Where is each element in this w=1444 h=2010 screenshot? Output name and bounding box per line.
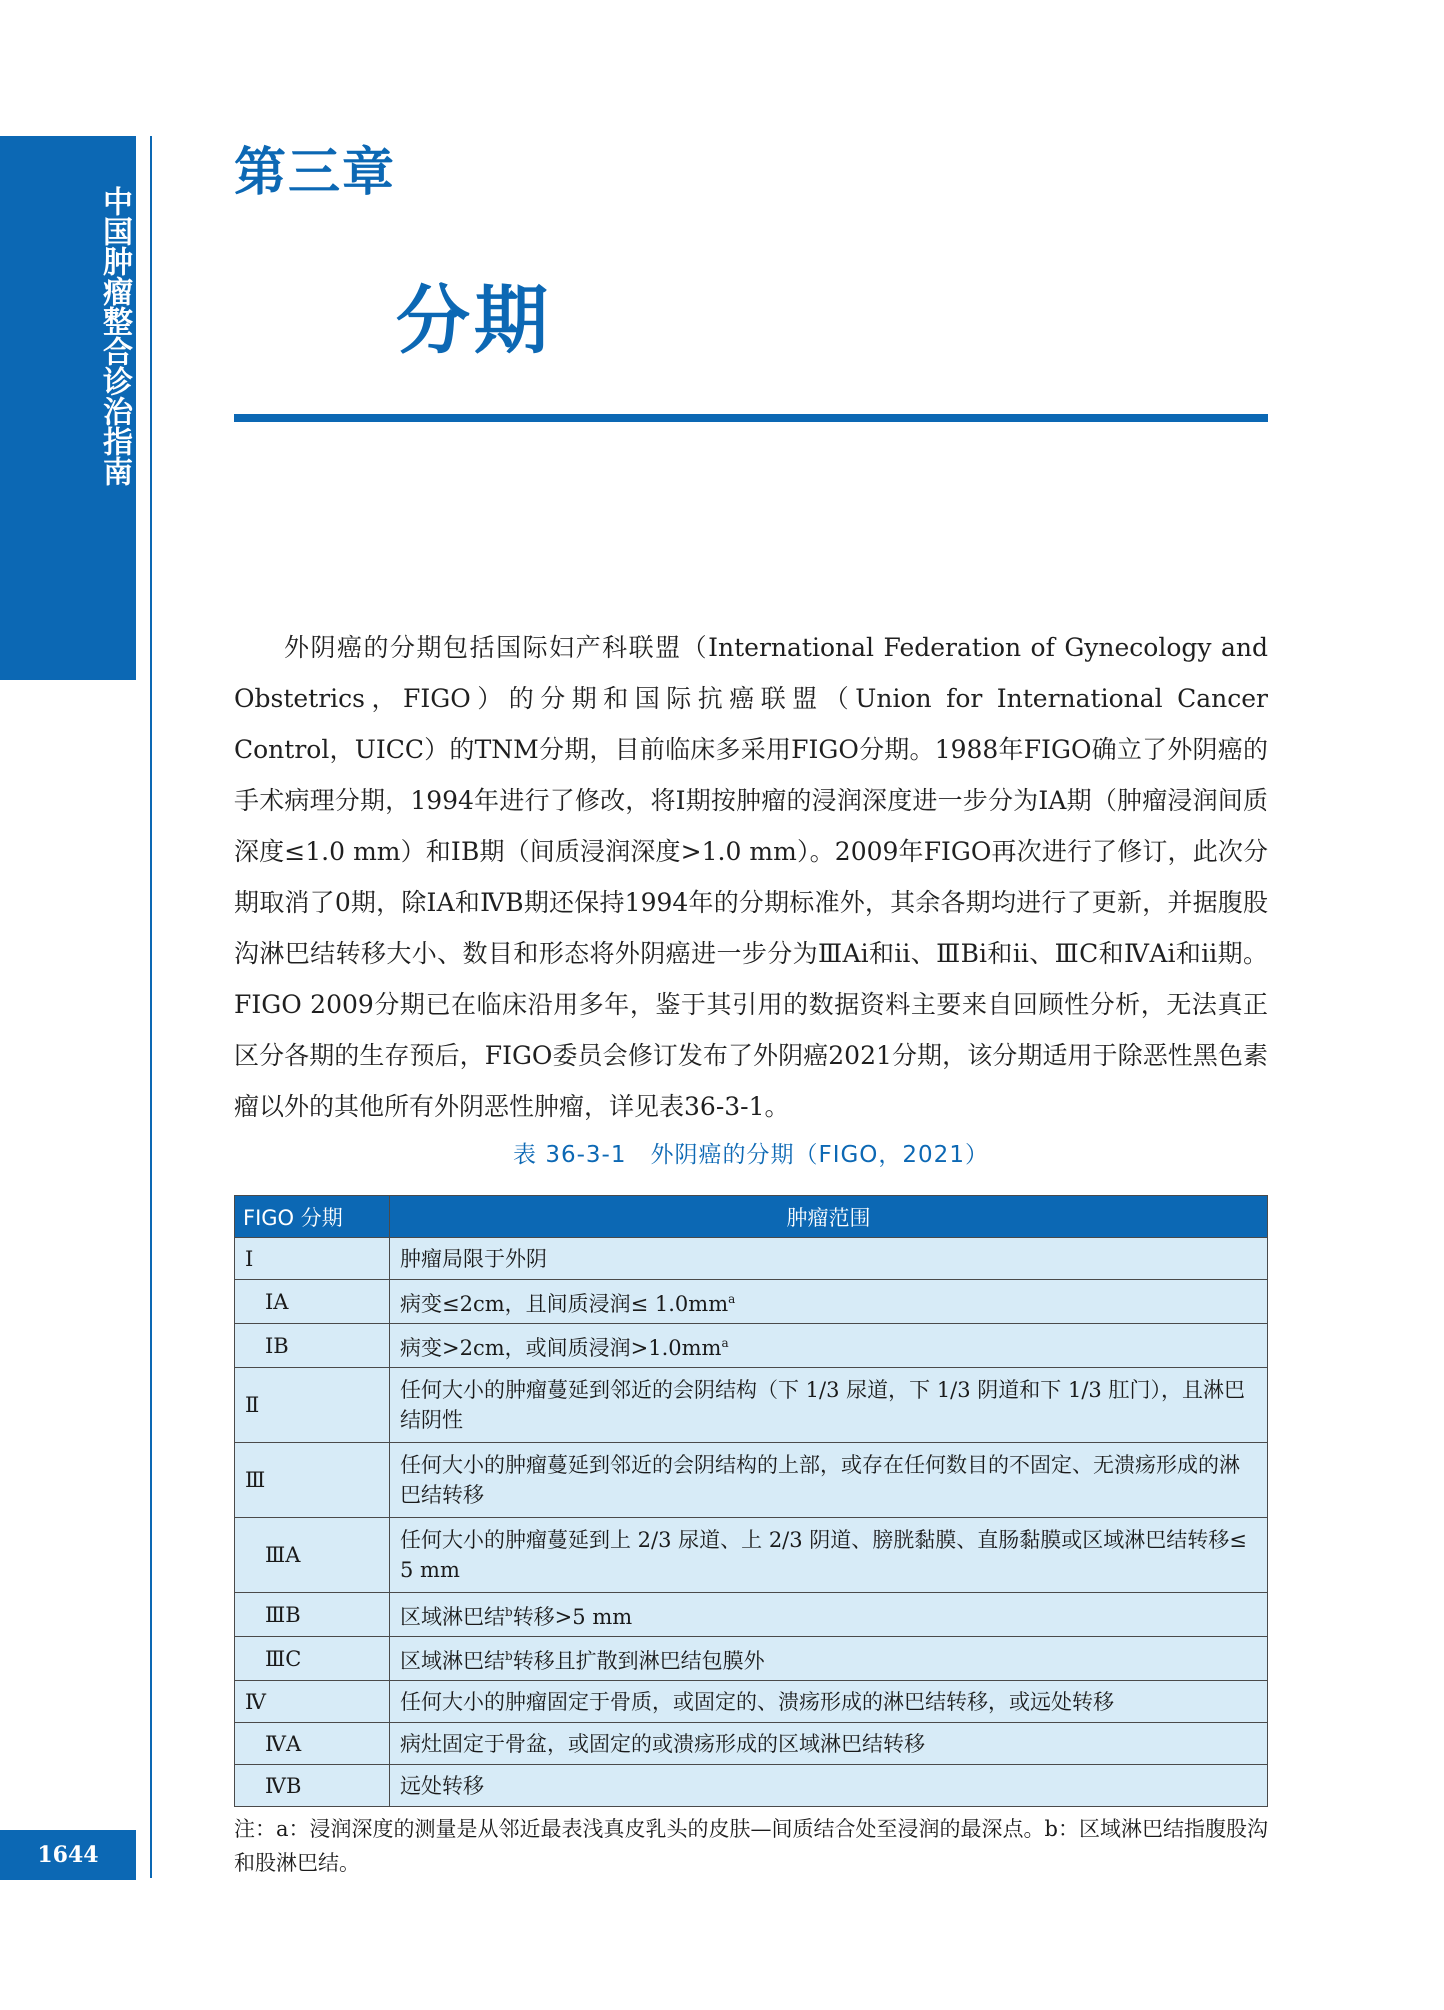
table-row — [235, 1280, 1268, 1324]
table-caption: 表 36-3-1 外阴癌的分期（FIGO，2021） — [513, 1142, 989, 1168]
stage-cell: Ⅳ — [235, 1681, 390, 1723]
range-text-post: 转移且扩散到淋巴结包膜外 — [512, 1649, 765, 1673]
body-paragraph: 外阴癌的分期包括国际妇产科联盟（International Federation of Gynecology and Obstetrics，FIGO）的分期和国际抗癌联盟（Union for International Cancer Control，UICC）的TNM分期，目前临床多采用FIGO分期。1988年FIGO确立了外阴癌的手术病理分期，1994年进行了修改，将Ⅰ期按肿瘤的浸润深度进一步分为ⅠA期（肿瘤浸润间质深度≤1.0 mm）和ⅠB期（间质浸润深度>1.0 mm）。2009年FIGO再次进行了修订，此次分期取消了0期，除ⅠA和ⅣB期还保持1994年的分期标准外，其余各期均进行了更新，并据腹股沟淋巴结转移大小、数目和形态将外阴癌进一步分为ⅢAi和ⅱ、ⅢBi和ⅱ、ⅢC和ⅣAi和ⅱ期。FIGO 2009分期已在临床沿用多年，鉴于其引用的数据资料主要来自回顾性分析，无法真正区分各期的生存预后，FIGO委员会修订发布了外阴癌2021分期，该分期适用于除恶性黑色素瘤以外的其他所有外阴恶性肿瘤，详见表36-3-1。 — [234, 633, 1268, 1121]
table-header-row — [235, 1196, 1268, 1238]
staging-table — [234, 1195, 1268, 1807]
stage-cell: Ⅰ — [235, 1238, 390, 1280]
book-title: 中国肿瘤整合诊治指南 — [97, 186, 132, 486]
table-row — [235, 1238, 1268, 1280]
header-stage: FIGO 分期 — [235, 1196, 390, 1238]
table-row — [235, 1681, 1268, 1723]
footnote-mark: b — [505, 1605, 513, 1619]
range-cell: 病灶固定于骨盆，或固定的或溃疡形成的区域淋巴结转移 — [390, 1723, 1268, 1765]
page-number: 1644 — [37, 1842, 99, 1868]
range-text: 病变>2cm，或间质浸润>1.0mm — [400, 1336, 722, 1360]
margin-rule — [150, 136, 152, 1878]
stage-cell: ⅢB — [235, 1593, 390, 1637]
range-text-post: 转移>5 mm — [512, 1605, 633, 1629]
stage-cell: Ⅲ — [235, 1443, 390, 1518]
range-cell — [390, 1280, 1268, 1324]
range-cell — [390, 1637, 1268, 1681]
range-cell — [390, 1324, 1268, 1368]
table-row — [235, 1723, 1268, 1765]
range-cell: 肿瘤局限于外阴 — [390, 1238, 1268, 1280]
range-cell: 任何大小的肿瘤蔓延到邻近的会阴结构的上部，或存在任何数目的不固定、无溃疡形成的淋巴结转移 — [390, 1443, 1268, 1518]
stage-cell: ⅢA — [235, 1518, 390, 1593]
header-range: 肿瘤范围 — [390, 1196, 1268, 1238]
range-cell: 远处转移 — [390, 1765, 1268, 1807]
range-cell: 任何大小的肿瘤固定于骨质，或固定的、溃疡形成的淋巴结转移，或远处转移 — [390, 1681, 1268, 1723]
stage-cell: Ⅱ — [235, 1368, 390, 1443]
range-cell: 任何大小的肿瘤蔓延到上 2/3 尿道、上 2/3 阴道、膀胱黏膜、直肠黏膜或区域淋巴结转移≤ 5 mm — [390, 1518, 1268, 1593]
table-row — [235, 1324, 1268, 1368]
section-title: 分期 — [396, 278, 552, 364]
table-footnote: 注：a：浸润深度的测量是从邻近最表浅真皮乳头的皮肤—间质结合处至浸润的最深点。b：区域淋巴结指腹股沟和股淋巴结。 — [234, 1817, 1268, 1875]
stage-cell: ⅠB — [235, 1324, 390, 1368]
footnote-mark: a — [721, 1336, 729, 1350]
stage-cell: ⅠA — [235, 1280, 390, 1324]
range-text-pre: 区域淋巴结 — [400, 1649, 505, 1673]
table-row — [235, 1518, 1268, 1593]
table-row — [235, 1368, 1268, 1443]
table-row — [235, 1765, 1268, 1807]
range-text: 病变≤2cm，且间质浸润≤ 1.0mm — [400, 1292, 729, 1316]
chapter-heading: 第三章 — [234, 142, 397, 203]
title-rule — [234, 414, 1268, 422]
range-cell — [390, 1593, 1268, 1637]
stage-cell: ⅢC — [235, 1637, 390, 1681]
footnote-mark: a — [728, 1292, 736, 1306]
footnote-mark: b — [505, 1649, 513, 1663]
range-text-pre: 区域淋巴结 — [400, 1605, 505, 1629]
stage-cell: ⅣA — [235, 1723, 390, 1765]
range-cell: 任何大小的肿瘤蔓延到邻近的会阴结构（下 1/3 尿道，下 1/3 阴道和下 1/3 肛门），且淋巴结阴性 — [390, 1368, 1268, 1443]
table-row — [235, 1593, 1268, 1637]
table-row — [235, 1443, 1268, 1518]
table-row — [235, 1637, 1268, 1681]
stage-cell: ⅣB — [235, 1765, 390, 1807]
